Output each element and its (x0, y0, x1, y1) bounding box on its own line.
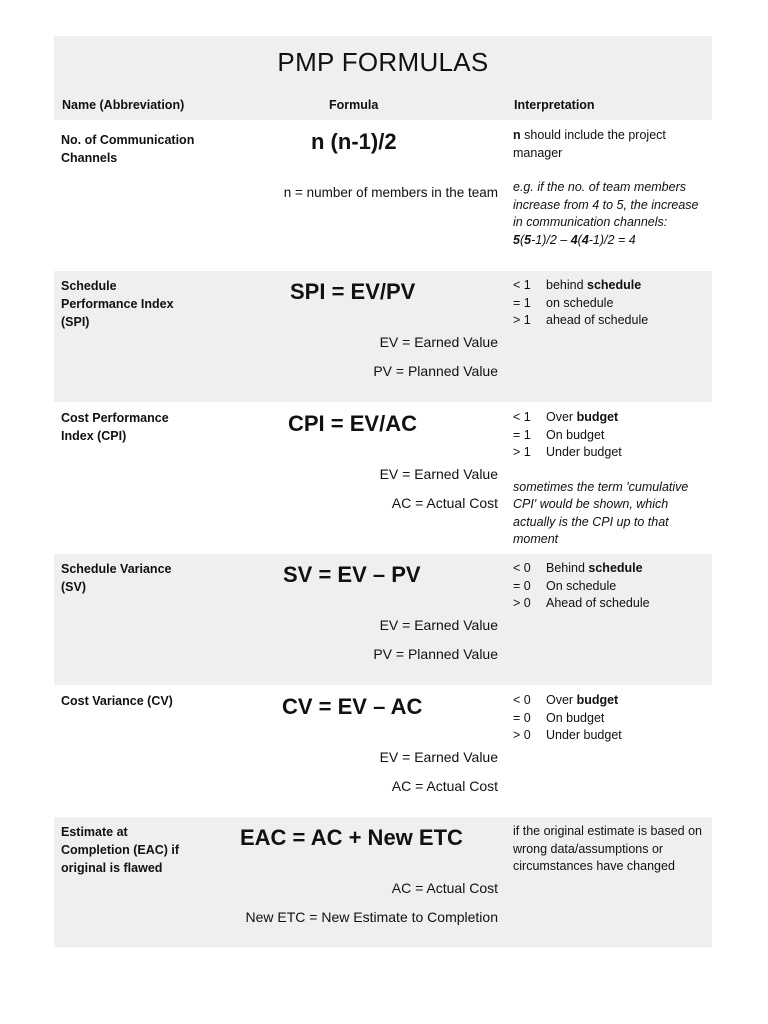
row-interpretation (513, 127, 708, 249)
row-name: Estimate at Completion (EAC) if original is flawed (61, 825, 180, 875)
formula-sheet (54, 36, 712, 947)
interp-text: should include the project manager (513, 128, 666, 160)
table-row (54, 685, 712, 816)
row-name: No. of Communication Channels (61, 133, 195, 165)
row-definitions: EV = Earned Value PV = Planned Value (373, 334, 498, 379)
row-name: Schedule Variance (SV) (61, 562, 172, 594)
row-formula: SV = EV – PV (283, 562, 421, 587)
header-name: Name (Abbreviation) (62, 98, 185, 112)
table-header (54, 88, 712, 120)
row-interpretation: if the original estimate is based on wrong data/assumptions or circumstances have changed (513, 824, 702, 873)
row-formula: CV = EV – AC (282, 694, 423, 719)
row-interpretation: < 0 Behind schedule = 0 On schedule > 0 Ahead of schedule (513, 561, 650, 610)
table-row (54, 270, 712, 402)
row-name: Schedule Performance Index (SPI) (61, 279, 174, 329)
header-interpretation: Interpretation (514, 98, 595, 112)
interp-calc: 5(5-1)/2 – 4(4-1)/2 = 4 (513, 232, 636, 247)
table-row (54, 553, 712, 685)
row-definitions: EV = Earned Value AC = Actual Cost (379, 749, 498, 794)
row-interpretation: < 1 behind schedule = 1 on schedule > 1 ahead of schedule (513, 278, 649, 327)
page-title: PMP FORMULAS (54, 36, 712, 88)
row-formula: SPI = EV/PV (290, 279, 416, 304)
table-row (54, 402, 712, 553)
row-formula: EAC = AC + New ETC (240, 825, 463, 850)
row-interpretation: < 1 Over budget = 1 On budget > 1 Under budget sometimes the term 'cumulative CPI' would be shown, which actually is the CPI up to that moment (513, 409, 708, 549)
row-formula: CPI = EV/AC (288, 411, 417, 436)
row-definitions: AC = Actual Cost New ETC = New Estimate to Completion (245, 880, 498, 925)
row-definitions: EV = Earned Value PV = Planned Value (373, 617, 498, 662)
interp-note: e.g. if the no. of team members increase from 4 to 5, the increase in communication channels: (513, 180, 699, 229)
row-name: Cost Performance Index (CPI) (61, 411, 169, 443)
row-definition: n = number of members in the team (283, 185, 498, 200)
row-definitions: EV = Earned Value AC = Actual Cost (379, 466, 498, 511)
row-interpretation: < 0 Over budget = 0 On budget > 0 Under budget (513, 693, 622, 742)
interp-bold: n (513, 128, 521, 142)
row-name: Cost Variance (CV) (61, 694, 173, 708)
header-formula: Formula (329, 98, 379, 112)
interp-note: sometimes the term 'cumulative CPI' would be shown, which actually is the CPI up to that moment (513, 479, 689, 546)
row-formula: n (n-1)/2 (311, 129, 397, 154)
table-row (54, 816, 712, 947)
table-row (54, 120, 712, 270)
